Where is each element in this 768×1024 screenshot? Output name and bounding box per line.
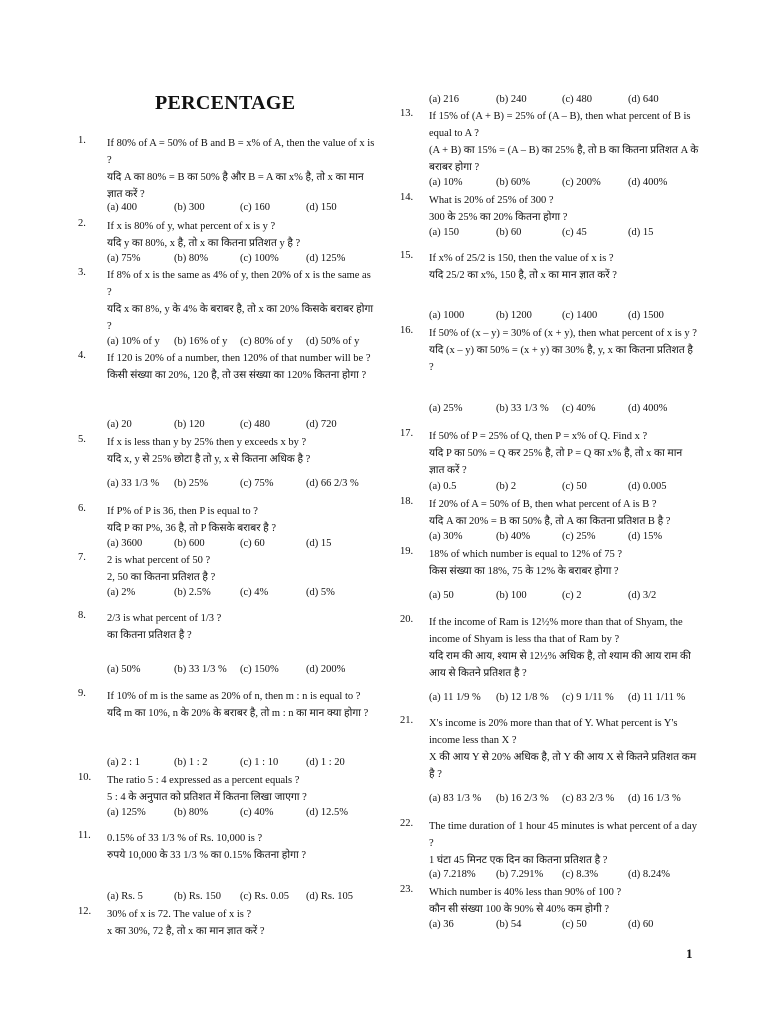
page-title: PERCENTAGE [155, 92, 296, 114]
question-number: 21. [400, 715, 414, 726]
question-english: 2 is what percent of 50 ? [107, 555, 211, 566]
question-number: 5. [78, 434, 86, 445]
answer-option: (a) 83 1/3 % [429, 793, 482, 804]
question-english: The ratio 5 : 4 expressed as a percent equals ? [107, 775, 300, 786]
answer-option: (a) 150 [429, 227, 460, 238]
question-number: 18. [400, 496, 414, 507]
answer-options [429, 227, 700, 243]
answer-option: (a) 400 [107, 202, 138, 213]
answer-option: (d) 400% [628, 177, 668, 188]
answer-options [429, 692, 700, 708]
question-english: If 80% of A = 50% of B and B = x% of A, then the value of x is ? [107, 138, 375, 166]
answer-option: (a) 2% [107, 587, 136, 598]
answer-option: (b) 60% [496, 177, 531, 188]
question-english: Which number is 40% less than 90% of 100 ? [429, 887, 622, 898]
question-number: 22. [400, 818, 414, 829]
question-text [429, 325, 700, 376]
answer-option: (a) 33 1/3 % [107, 478, 160, 489]
question-english: 0.15% of 33 1/3 % of Rs. 10,000 is ? [107, 833, 263, 844]
answer-option: (b) 54 [496, 919, 522, 930]
answer-options [429, 590, 700, 606]
answer-option: (d) 640 [628, 94, 659, 105]
question-hindi: यदि y का 80%, x है, तो x का कितना प्रतिशत y है ? [107, 238, 301, 249]
question-number: 7. [78, 552, 86, 563]
answer-options [429, 481, 700, 497]
answer-option: (c) 40% [240, 807, 274, 818]
answer-option: (d) 12.5% [306, 807, 348, 818]
question-text [107, 350, 378, 384]
answer-option: (c) 2 [562, 590, 582, 601]
answer-option: (d) 150 [306, 202, 337, 213]
answer-option: (c) Rs. 0.05 [240, 891, 289, 902]
question-text [429, 428, 700, 479]
answer-options [429, 177, 700, 193]
answer-option: (c) 50 [562, 919, 587, 930]
answer-option: (d) 0.005 [628, 481, 667, 492]
answer-option: (a) 36 [429, 919, 454, 930]
question-english: 2/3 is what percent of 1/3 ? [107, 613, 222, 624]
answer-option: (d) 125% [306, 253, 346, 264]
question-english: If 10% of m is the same as 20% of n, then m : n is equal to ? [107, 691, 361, 702]
answer-option: (c) 50 [562, 481, 587, 492]
answer-option: (b) 40% [496, 531, 531, 542]
answer-option: (c) 4% [240, 587, 269, 598]
answer-option: (a) 50% [107, 664, 141, 675]
question-hindi: किस संख्या का 18%, 75 के 12% के बराबर होगा ? [429, 566, 619, 577]
answer-option: (b) 33 1/3 % [496, 403, 549, 414]
answer-option: (a) 3600 [107, 538, 143, 549]
question-number: 13. [400, 108, 414, 119]
question-english: If x% of 25/2 is 150, then the value of x is ? [429, 253, 614, 264]
answer-options [429, 531, 700, 547]
question-number: 9. [78, 688, 86, 699]
answer-option: (b) 240 [496, 94, 527, 105]
answer-option: (b) 600 [174, 538, 205, 549]
answer-option: (d) 400% [628, 403, 668, 414]
question-text [107, 503, 378, 537]
question-text [107, 688, 378, 722]
question-text [107, 552, 378, 586]
answer-options [429, 403, 700, 419]
answer-option: (b) 16 2/3 % [496, 793, 549, 804]
question-number: 15. [400, 250, 414, 261]
question-number: 3. [78, 267, 86, 278]
answer-option: (a) Rs. 5 [107, 891, 143, 902]
question-hindi: यदि x का 8%, y के 4% के बराबर है, तो x का 20% किसके बराबर होगा ? [107, 304, 374, 332]
question-hindi: x का 30%, 72 है, तो x का मान ज्ञात करें ? [107, 926, 265, 937]
answer-option: (d) 200% [306, 664, 346, 675]
answer-option: (b) 2.5% [174, 587, 211, 598]
question-english: If the income of Ram is 12½% more than that of Shyam, the income of Shyam is less tha that of Ram by ? [429, 617, 683, 645]
answer-option: (d) 11 1/11 % [628, 692, 686, 703]
question-number: 6. [78, 503, 86, 514]
question-hindi: 300 के 25% का 20% कितना होगा ? [429, 212, 568, 223]
answer-options [107, 478, 378, 494]
answer-option: (d) 15 [628, 227, 654, 238]
question-text [107, 267, 378, 335]
question-text [429, 496, 700, 530]
question-english: What is 20% of 25% of 300 ? [429, 195, 554, 206]
question-number: 2. [78, 218, 86, 229]
answer-option: (b) 2 [496, 481, 517, 492]
answer-option: (c) 200% [562, 177, 601, 188]
question-english: The time duration of 1 hour 45 minutes is what percent of a day ? [429, 821, 697, 849]
answer-option: (c) 8.3% [562, 869, 599, 880]
answer-option: (c) 9 1/11 % [562, 692, 614, 703]
answer-options [429, 310, 700, 326]
question-number: 19. [400, 546, 414, 557]
question-hindi: कौन सी संख्या 100 के 90% से 40% कम होगी ? [429, 904, 610, 915]
answer-option: (c) 40% [562, 403, 596, 414]
answer-option: (b) Rs. 150 [174, 891, 221, 902]
question-text [429, 546, 700, 580]
answer-option: (c) 25% [562, 531, 596, 542]
question-number: 23. [400, 884, 414, 895]
question-english: If 15% of (A + B) = 25% of (A – B), then what percent of B is equal to A ? [429, 111, 691, 139]
question-number: 12. [78, 906, 92, 917]
question-hindi: यदि A का 20% = B का 50% है, तो A का कितना प्रतिशत B है ? [429, 516, 671, 527]
question-english: If 120 is 20% of a number, then 120% of that number will be ? [107, 353, 371, 364]
answer-option: (b) 7.291% [496, 869, 544, 880]
answer-option: (a) 2 : 1 [107, 757, 140, 768]
answer-option: (d) 66 2/3 % [306, 478, 359, 489]
question-hindi: यदि 25/2 का x%, 150 है, तो x का मान ज्ञात करें ? [429, 270, 617, 281]
answer-option: (b) 80% [174, 253, 209, 264]
answer-options [107, 419, 378, 435]
answer-options [107, 807, 378, 823]
answer-option: (d) Rs. 105 [306, 891, 353, 902]
question-number: 8. [78, 610, 86, 621]
question-text [107, 772, 378, 806]
question-text [107, 218, 378, 252]
answer-options [107, 587, 378, 603]
question-hindi: यदि m का 10%, n के 20% के बराबर है, तो m : n का मान क्या होगा ? [107, 708, 369, 719]
question-english: If 50% of (x – y) = 30% of (x + y), then what percent of x is y ? [429, 328, 697, 339]
answer-option: (b) 1200 [496, 310, 532, 321]
question-hindi: का कितना प्रतिशत है ? [107, 630, 192, 641]
question-text [107, 434, 378, 468]
question-hindi: यदि राम की आय, श्याम से 12½% अधिक है, तो श्याम की आय राम की आय से कितने प्रतिशत है ? [429, 651, 691, 679]
question-english: 18% of which number is equal to 12% of 75 ? [429, 549, 623, 560]
question-hindi: यदि x, y से 25% छोटा है तो y, x से कितना अधिक है ? [107, 454, 311, 465]
answer-option: (c) 480 [562, 94, 593, 105]
answer-option: (d) 60 [628, 919, 654, 930]
page-number: 1 [686, 946, 693, 961]
question-english: If P% of P is 36, then P is equal to ? [107, 506, 258, 517]
answer-option: (a) 1000 [429, 310, 465, 321]
question-hindi: किसी संख्या का 20%, 120 है, तो उस संख्या का 120% कितना होगा ? [107, 370, 367, 381]
answer-option: (d) 1500 [628, 310, 664, 321]
question-number: 1. [78, 135, 86, 146]
answer-option: (b) 1 : 2 [174, 757, 208, 768]
answer-option: (c) 83 2/3 % [562, 793, 615, 804]
answer-option: (c) 1400 [562, 310, 598, 321]
answer-option: (b) 100 [496, 590, 527, 601]
question-english: If 50% of P = 25% of Q, then P = x% of Q. Find x ? [429, 431, 648, 442]
answer-option: (b) 33 1/3 % [174, 664, 227, 675]
question-number: 4. [78, 350, 86, 361]
answer-option: (b) 60 [496, 227, 522, 238]
answer-options [107, 664, 378, 680]
question-english: X's income is 20% more than that of Y. What percent is Y's income less than X ? [429, 718, 678, 746]
answer-option: (d) 50% of y [306, 336, 360, 347]
question-text [107, 135, 378, 203]
question-text [429, 884, 700, 918]
answer-option: (a) 30% [429, 531, 463, 542]
answer-options [107, 757, 378, 773]
answer-option: (c) 160 [240, 202, 271, 213]
answer-option: (d) 15 [306, 538, 332, 549]
answer-option: (c) 75% [240, 478, 274, 489]
answer-option: (b) 12 1/8 % [496, 692, 549, 703]
question-text [429, 818, 700, 869]
answer-option: (a) 7.218% [429, 869, 476, 880]
question-text [429, 192, 700, 226]
question-hindi: 2, 50 का कितना प्रतिशत है ? [107, 572, 216, 583]
question-hindi: 5 : 4 के अनुपात को प्रतिशत में कितना लिखा जाएगा ? [107, 792, 307, 803]
answer-option: (a) 125% [107, 807, 146, 818]
answer-option: (d) 720 [306, 419, 337, 430]
question-english: If 20% of A = 50% of B, then what percent of A is B ? [429, 499, 657, 510]
question-number: 16. [400, 325, 414, 336]
answer-option: (a) 75% [107, 253, 141, 264]
question-english: 30% of x is 72. The value of x is ? [107, 909, 252, 920]
answer-option: (a) 216 [429, 94, 460, 105]
answer-option: (c) 1 : 10 [240, 757, 279, 768]
answer-option: (c) 150% [240, 664, 279, 675]
answer-option: (c) 100% [240, 253, 279, 264]
answer-option: (c) 480 [240, 419, 271, 430]
question-text [107, 830, 378, 864]
answer-option: (d) 5% [306, 587, 335, 598]
answer-option: (c) 60 [240, 538, 265, 549]
answer-option: (a) 10% [429, 177, 463, 188]
question-text [429, 108, 700, 176]
answer-option: (d) 8.24% [628, 869, 670, 880]
answer-option: (b) 120 [174, 419, 205, 430]
question-text [107, 610, 378, 644]
answer-option: (a) 20 [107, 419, 132, 430]
question-hindi: X की आय Y से 20% अधिक है, तो Y की आय X से कितने प्रतिशत कम है ? [429, 752, 697, 780]
question-text [429, 715, 700, 783]
answer-option: (a) 10% of y [107, 336, 160, 347]
answer-options [107, 891, 378, 907]
question-text [107, 906, 378, 940]
question-hindi: रुपये 10,000 के 33 1/3 % का 0.15% कितना होगा ? [107, 850, 306, 861]
question-number: 17. [400, 428, 414, 439]
answer-option: (d) 15% [628, 531, 663, 542]
question-hindi: 1 घंटा 45 मिनट एक दिन का कितना प्रतिशत है ? [429, 855, 608, 866]
answer-option: (b) 300 [174, 202, 205, 213]
question-number: 14. [400, 192, 414, 203]
answer-option: (b) 25% [174, 478, 209, 489]
answer-option: (a) 0.5 [429, 481, 457, 492]
answer-option: (c) 80% of y [240, 336, 293, 347]
answer-options [107, 202, 378, 218]
answer-options [429, 869, 700, 885]
question-hindi: (A + B) का 15% = (A – B) का 25% है, तो B का कितना प्रतिशत A के बराबर होगा ? [429, 145, 699, 173]
question-text [429, 614, 700, 682]
question-hindi: यदि (x – y) का 50% = (x + y) का 30% है, y, x का कितना प्रतिशत है ? [429, 345, 693, 373]
answer-option: (a) 25% [429, 403, 463, 414]
answer-option: (d) 1 : 20 [306, 757, 345, 768]
answer-option: (b) 80% [174, 807, 209, 818]
answer-options [429, 919, 700, 935]
answer-option: (d) 3/2 [628, 590, 657, 601]
answer-option: (d) 16 1/3 % [628, 793, 681, 804]
question-number: 10. [78, 772, 92, 783]
question-text [429, 250, 700, 284]
question-hindi: यदि A का 80% = B का 50% है और B = A का x% है, तो x का मान ज्ञात करें ? [107, 172, 364, 200]
answer-option: (a) 11 1/9 % [429, 692, 481, 703]
answer-option: (a) 50 [429, 590, 454, 601]
question-number: 11. [78, 830, 91, 841]
question-english: If x is less than y by 25% then y exceeds x by ? [107, 437, 307, 448]
question-hindi: यदि P का 50% = Q कर 25% है, तो P = Q का x% है, तो x का मान ज्ञात करें ? [429, 448, 683, 476]
question-english: If x is 80% of y, what percent of x is y ? [107, 221, 276, 232]
answer-options [429, 793, 700, 809]
answer-option: (c) 45 [562, 227, 587, 238]
question-english: If 8% of x is the same as 4% of y, then 20% of x is the same as ? [107, 270, 371, 298]
question-hindi: यदि P का P%, 36 है, तो P किसके बराबर है ? [107, 523, 277, 534]
question-number: 20. [400, 614, 414, 625]
answer-option: (b) 16% of y [174, 336, 228, 347]
